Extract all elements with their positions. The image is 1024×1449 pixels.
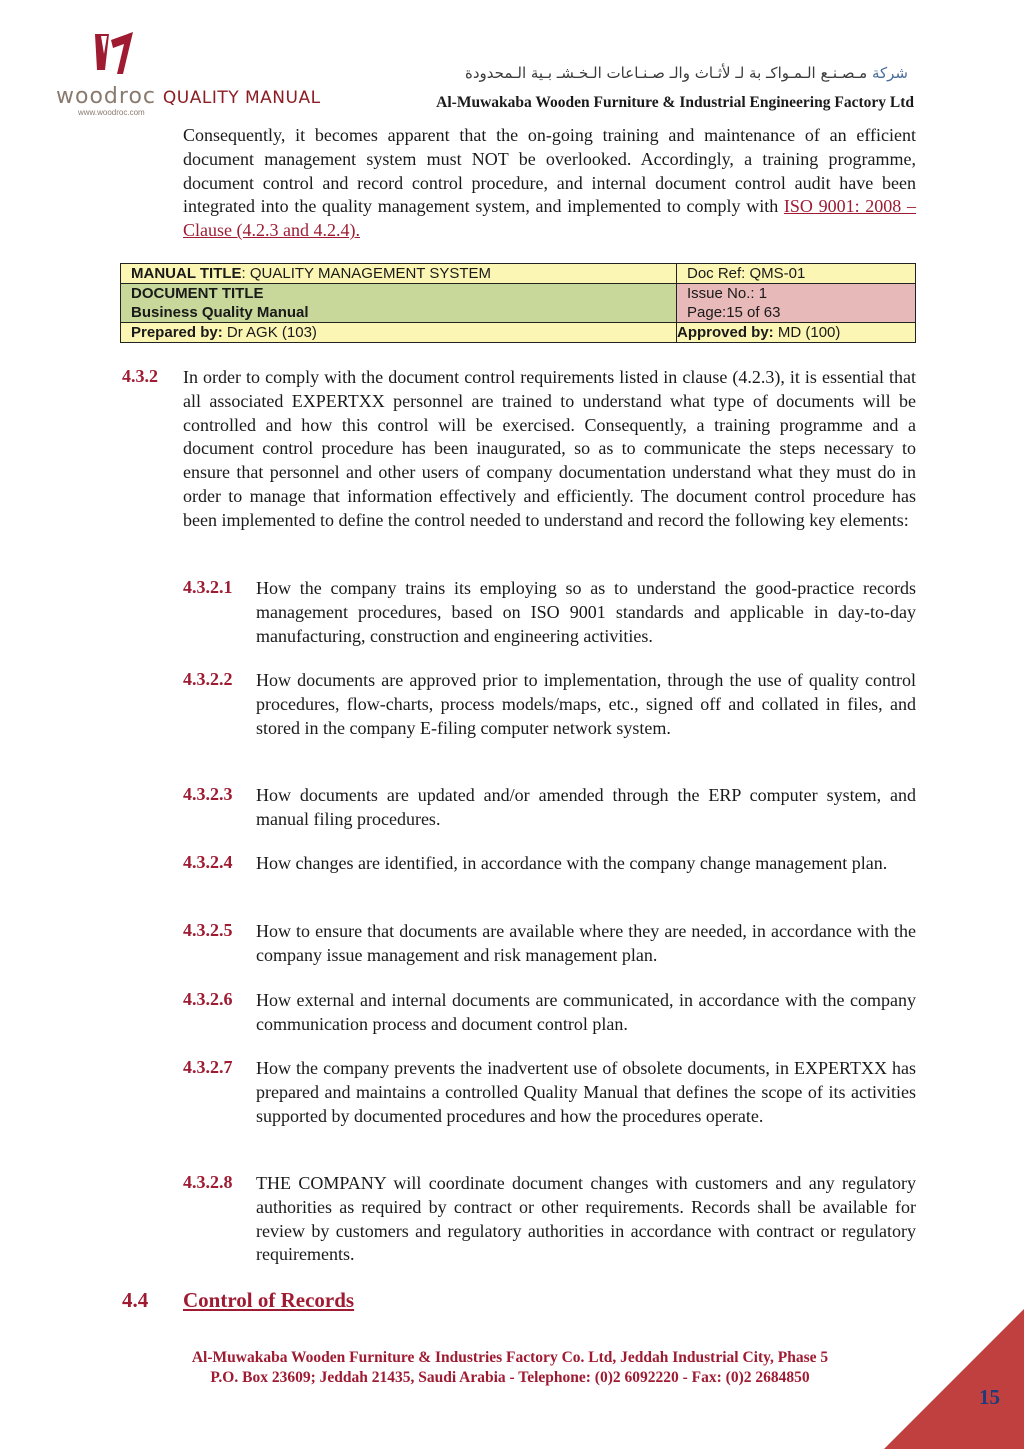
records-section-title[interactable]: Control of Records bbox=[183, 1288, 355, 1312]
footer-address-line2: P.O. Box 23609; Jeddah 21435, Saudi Arabia - Telephone: (0)2 6092220 - Fax: (0)2 2684850 bbox=[210, 1369, 810, 1386]
item-number: 4.3.2.4 bbox=[183, 852, 233, 872]
approved-by-label: Approved by: bbox=[677, 324, 774, 341]
page-number: 15 bbox=[979, 1385, 1000, 1409]
doc-ref-cell: Doc Ref: QMS-01 bbox=[677, 264, 916, 284]
company-name-english: Al-Muwakaba Wooden Furniture & Industrial Engineering Factory Ltd bbox=[436, 94, 914, 111]
item-number: 4.3.2.8 bbox=[183, 1172, 233, 1192]
logo-brand: woodroc bbox=[56, 84, 156, 109]
woodroc-logo-icon bbox=[93, 30, 137, 76]
item-number: 4.3.2.3 bbox=[183, 784, 233, 804]
company-name-arabic-first: شركة bbox=[871, 64, 908, 82]
document-title-value: Business Quality Manual bbox=[131, 304, 309, 321]
intro-paragraph bbox=[183, 124, 916, 243]
item-text: How documents are approved prior to implementation, through the use of quality control procedures, flow-charts, process models/maps, etc., signed off and collated in files, and stored in the company E-filing computer network system. bbox=[256, 670, 916, 738]
item-number: 4.3.2.5 bbox=[183, 920, 233, 940]
document-title-cell bbox=[121, 284, 677, 323]
records-section-number: 4.4 bbox=[122, 1288, 149, 1312]
iso-clause-link[interactable]: ISO 9001: 2008 – Clause (4.2.3 and 4.2.4). bbox=[183, 196, 916, 241]
prepared-by-value: Dr AGK (103) bbox=[222, 324, 317, 341]
item-number: 4.3.2.2 bbox=[183, 669, 233, 689]
item-text: How the company trains its employing so as to understand the good-practice records management procedures, based on ISO 9001 standards and applicable in day-to-day manufacturing, construction and engineering activities. bbox=[256, 578, 916, 646]
document-control-table bbox=[120, 263, 916, 343]
manual-title-value: : QUALITY MANAGEMENT SYSTEM bbox=[241, 265, 492, 282]
item-number: 4.3.2.7 bbox=[183, 1057, 233, 1077]
logo-wordmark bbox=[56, 82, 321, 109]
intro-text: Consequently, it becomes apparent that the on-going training and maintenance of an efficient document management system must NOT be overlooked. Accordingly, a training programme, document control and record control procedure, and internal document control audit have been integrated into the quality management system, and implemented to comply with bbox=[183, 125, 916, 217]
item-text: How documents are updated and/or amended through the ERP computer system, and manual filing procedures. bbox=[256, 785, 916, 829]
item-text: How changes are identified, in accordance with the company change management plan. bbox=[256, 853, 888, 873]
item-number: 4.3.2.1 bbox=[183, 577, 233, 597]
company-name-arabic bbox=[465, 64, 908, 82]
document-title-label: DOCUMENT TITLE bbox=[131, 285, 264, 302]
item-number: 4.3.2.6 bbox=[183, 989, 233, 1009]
issue-page-cell bbox=[677, 284, 916, 323]
issue-number: Issue No.: 1 bbox=[687, 285, 768, 302]
item-text: THE COMPANY will coordinate document changes with customers and any regulatory authorities as required by contract or other requirements. Records shall be available for review by customers and regulatory authorities in accordance with contract or regulatory requirements. bbox=[256, 1173, 916, 1265]
item-text: How the company prevents the inadvertent use of obsolete documents, in EXPERTXX has prepared and maintains a controlled Quality Manual that defines the scope of its activities supported by documented procedures and how the procedures operate. bbox=[256, 1058, 916, 1126]
section-number: 4.3.2 bbox=[122, 366, 158, 386]
logo-suffix: QUALITY MANUAL bbox=[162, 88, 321, 108]
approved-by-value: MD (100) bbox=[773, 324, 841, 341]
company-name-arabic-rest: مـصـنـع الـمـواكـ بة لـ لأثـاث والـ صـنـاعات الـخـشـ بـية الـمحدودة bbox=[464, 64, 868, 82]
logo-url: www.woodroc.com bbox=[78, 108, 145, 117]
section-paragraph: In order to comply with the document control requirements listed in clause (4.2.3), it is essential that all associated EXPERTXX personnel are trained to understand what type of documents will be controlled and how this control will be exercised. Consequently, a training programme and a document control procedure has been inaugurated, so as to communicate the steps necessary to ensure that personnel and other users of company documentation understand what they must do in order to manage that information effectively and efficiently. The document control procedure has been implemented to define the control needed to understand and record the following key elements: bbox=[183, 367, 916, 530]
prepared-by-cell bbox=[121, 323, 677, 343]
page-count: Page:15 of 63 bbox=[687, 304, 781, 321]
page-corner-triangle bbox=[884, 1309, 1024, 1449]
footer-address-line1: Al-Muwakaba Wooden Furniture & Industries Factory Co. Ltd, Jeddah Industrial City, Phase 5 bbox=[191, 1349, 829, 1366]
item-text: How external and internal documents are communicated, in accordance with the company communication process and document control plan. bbox=[256, 990, 916, 1034]
approved-by-cell bbox=[677, 323, 916, 343]
item-text: How to ensure that documents are available where they are needed, in accordance with the company issue management and risk management plan. bbox=[256, 921, 916, 965]
manual-title-label: MANUAL TITLE bbox=[131, 265, 242, 282]
manual-title-cell bbox=[121, 264, 677, 284]
prepared-by-label: Prepared by: bbox=[131, 324, 223, 341]
